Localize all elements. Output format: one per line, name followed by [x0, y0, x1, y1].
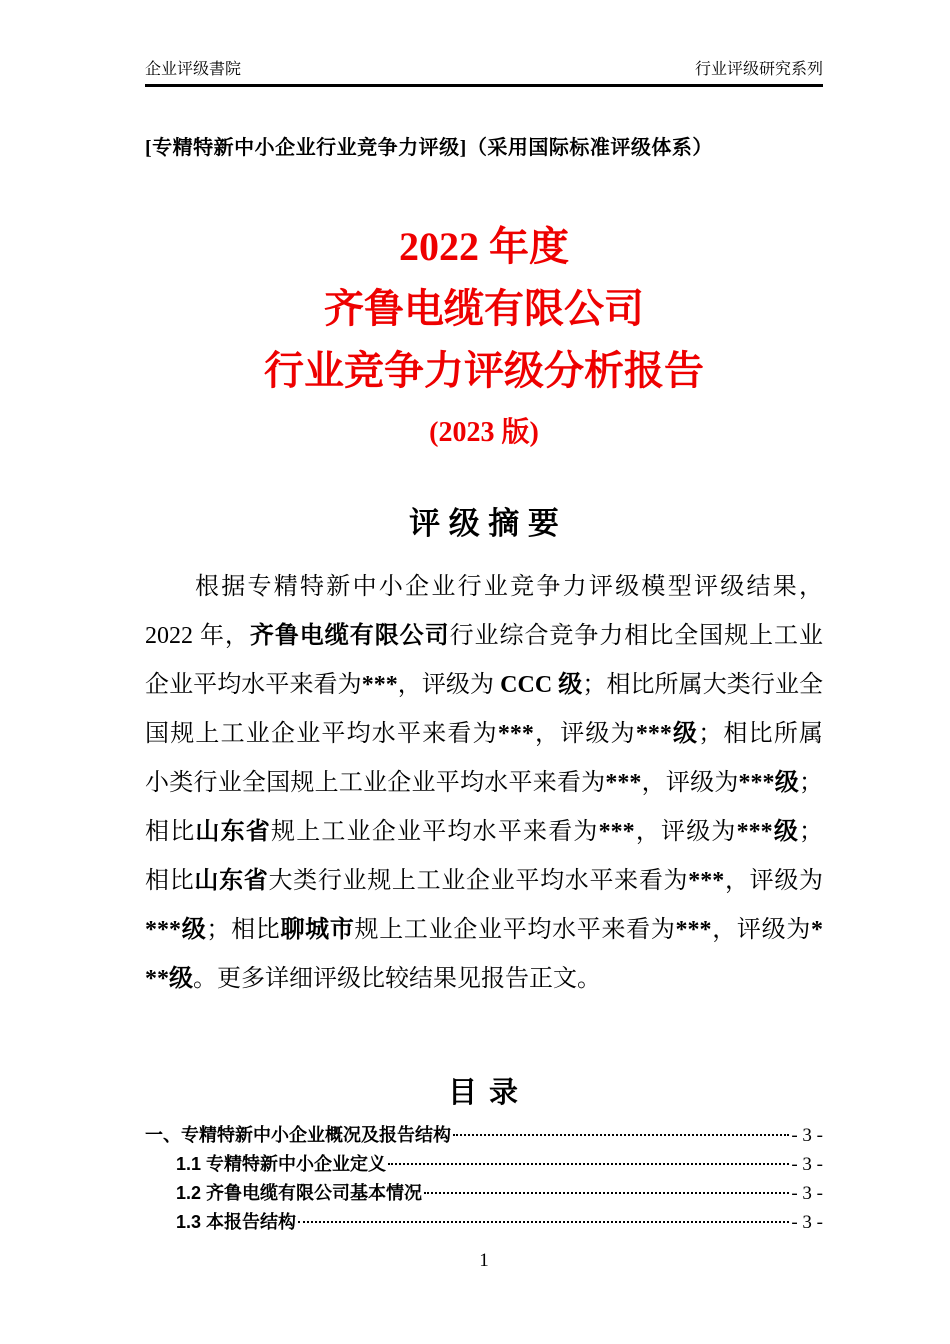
text-run: *** — [605, 770, 642, 796]
text-run: ***级 — [738, 770, 800, 796]
text-run: 国规上工业企业平均水平来看为 — [145, 721, 498, 747]
toc-entry-label: 1.3 本报告结构 — [176, 1212, 297, 1232]
toc-dots-leader — [453, 1134, 789, 1136]
text-run: *** — [361, 672, 398, 698]
text-run: *** — [688, 868, 725, 894]
header-left-text: 企业评级書院 — [145, 61, 242, 78]
text-run: 小类行业全国规上工业企业平均水平来看为 — [145, 770, 606, 796]
toc-list — [145, 1121, 823, 1237]
toc-entry-page: - 3 - — [791, 1212, 823, 1233]
toc-dots-leader — [424, 1192, 789, 1194]
text-run: 。更多详细评级比较结果见报告正文。 — [193, 966, 601, 992]
text-run: ，评级为 — [397, 672, 501, 698]
text-run: ； — [799, 819, 823, 845]
title-report-line: 行业竞争力评级分析报告 — [264, 348, 704, 393]
toc-dots-leader — [388, 1163, 789, 1165]
toc-entry-label: 1.1 专精特新中小企业定义 — [176, 1154, 387, 1174]
toc-dots-leader — [298, 1221, 789, 1223]
text-run: 相比 — [145, 868, 195, 894]
text-run: ；相比所属大类行业全 — [582, 672, 823, 698]
summary-heading: 评 级 摘 要 — [409, 506, 559, 541]
text-run: ，评级为 — [724, 868, 823, 894]
summary-line — [145, 906, 823, 955]
header-right-text: 行业评级研究系列 — [694, 61, 823, 78]
toc-entry-page: - 3 - — [791, 1183, 823, 1204]
text-run: 2022 年， — [145, 623, 250, 649]
text-run: 聊城市 — [280, 917, 355, 943]
text-run: * — [811, 917, 823, 943]
text-run: ，评级为 — [711, 917, 812, 943]
text-run: ，评级为 — [533, 721, 636, 747]
text-run: *** — [675, 917, 712, 943]
toc-entry-page: - 3 - — [791, 1154, 823, 1175]
text-run: 山东省 — [194, 868, 269, 894]
summary-line — [145, 808, 823, 857]
summary-line — [145, 759, 823, 808]
toc-entry[interactable] — [145, 1208, 823, 1237]
text-run: ；相比所属 — [698, 721, 823, 747]
text-run: ，评级为 — [641, 770, 739, 796]
text-run: ***级 — [145, 917, 207, 943]
summary-line — [145, 661, 823, 710]
text-run: CCC 级 — [500, 672, 583, 698]
text-run: 规上工业企业平均水平来看为 — [354, 917, 676, 943]
title-company-line: 齐鲁电缆有限公司 — [324, 286, 644, 331]
text-run: *** — [497, 721, 534, 747]
text-run: ***级 — [736, 819, 800, 845]
text-run: 行业综合竞争力相比全国规上工业 — [449, 623, 823, 649]
text-run: 相比 — [145, 819, 196, 845]
text-run: 规上工业企业平均水平来看为 — [271, 819, 599, 845]
text-run: 齐鲁电缆有限公司 — [249, 623, 450, 649]
text-run: 大类行业规上工业企业平均水平来看为 — [268, 868, 689, 894]
text-run: **级 — [145, 966, 193, 992]
text-run: *** — [598, 819, 635, 845]
text-run: ；相比 — [206, 917, 281, 943]
classification-line: [专精特新中小企业行业竞争力评级]（采用国际标准评级体系） — [145, 137, 713, 159]
text-run: ，评级为 — [634, 819, 737, 845]
page-number: 1 — [479, 1250, 489, 1271]
toc-entry[interactable] — [145, 1121, 823, 1150]
page-content — [145, 0, 823, 1273]
summary-line — [145, 857, 823, 906]
toc-entry[interactable] — [145, 1179, 823, 1208]
toc-entry-label: 一、专精特新中小企业概况及报告结构 — [145, 1125, 451, 1145]
summary-line — [145, 612, 823, 661]
toc-entry-page: - 3 - — [791, 1125, 823, 1146]
summary-paragraph — [145, 563, 823, 1004]
summary-line — [145, 955, 823, 1004]
text-run: ； — [799, 770, 823, 796]
summary-line — [145, 563, 823, 612]
summary-line — [145, 710, 823, 759]
toc-entry-label: 1.2 齐鲁电缆有限公司基本情况 — [176, 1183, 423, 1203]
running-header — [145, 0, 823, 87]
title-edition-line: (2023 版) — [429, 417, 539, 448]
title-block — [145, 216, 823, 464]
text-run: 山东省 — [195, 819, 272, 845]
text-run: 企业平均水平来看为 — [145, 672, 362, 698]
toc-entry[interactable] — [145, 1150, 823, 1179]
title-year-line: 2022 年度 — [399, 224, 569, 269]
text-run: ***级 — [635, 721, 699, 747]
toc-heading: 目 录 — [447, 1077, 521, 1109]
text-run: 根据专精特新中小企业行业竞争力评级模型评级结果， — [195, 574, 823, 600]
